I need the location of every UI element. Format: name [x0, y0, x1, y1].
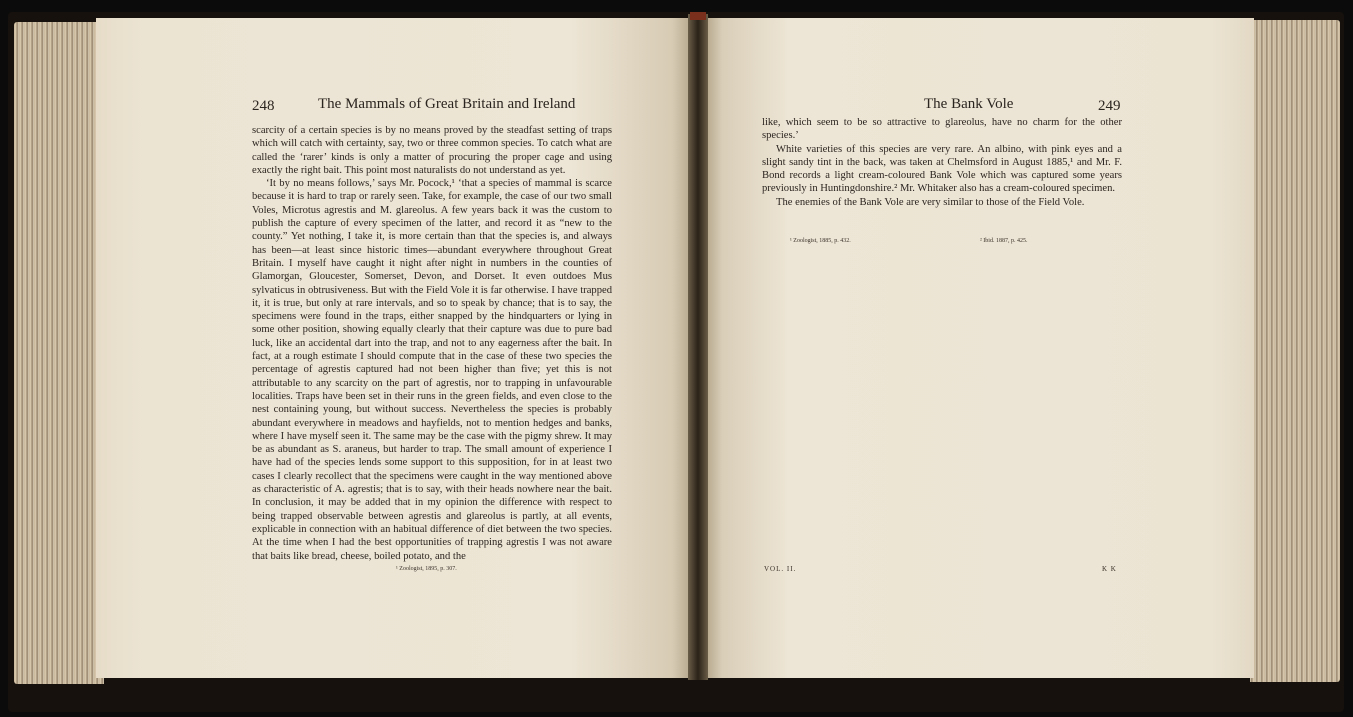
paragraph: like, which seem to be so attractive to glareolus, have no charm for the other species.’ [762, 117, 1122, 142]
paragraph: scarcity of a certain species is by no means proved by the steadfast setting of traps which will catch with certainty, say, two or three common species. To catch what are called the ‘rarer’ kinds is only a matter of procuring the proper cage and using exactly the right bait. This point most naturalists do not understand as yet. [252, 125, 612, 176]
paragraph: White varieties of this species are very rare. An albino, with pink eyes and a slight sandy tint in the back, was taken at Chelmsford in August 1885,¹ and Mr. F. Bond records a light cream-coloured Bank Vole which was captured some years previously in Huntingdonshire.² Mr. Whitaker also has a cream-coloured specimen. [762, 143, 1122, 195]
paragraph: The enemies of the Bank Vole are very similar to those of the Field Vole. [776, 196, 1085, 208]
right-page-edges [1250, 20, 1340, 682]
gathering-signature: K K [1102, 565, 1117, 573]
left-page-edges [14, 22, 104, 684]
left-running-head: The Mammals of Great Britain and Ireland [318, 96, 576, 112]
right-footnote-1: ¹ Zoologist, 1885, p. 432. [790, 238, 851, 244]
paragraph: ‘It by no means follows,’ says Mr. Pocock,¹ ‘that a species of mammal is scarce because it is hard to trap or rarely seen. Take, for example, the case of our two small Voles, Microtus agrestis and M. glareolus. A few years back it was the custom to publish the capture of every specimen of the latter, and record it as “new to the county.” Yet nothing, I take it, is more certain than that the species is, and always has been—at least since historic times—abundant everywhere throughout Great Britain. I myself have caught it night after night in numbers in the counties of Glamorgan, Gloucester, Somerset, Devon, and Dorset. It even outdoes Mus sylvaticus in obtrusiveness. But with the Field Vole it is far otherwise. I have trapped it, it is true, but only at rare intervals, and so to speak by chance; that is to say, the specimens were found in the traps, either snapped by the hindquarters or lying in some other position, showing equally clearly that their capture was due to pure bad luck, like an accidental dart into the trap, and not to any eagerness after the bait. In fact, at a rough estimate I should compute that in the case of these two species the percentage of agrestis captured had not been higher than five; yet this is not attributable to any scarcity on the part of agrestis, nor to trapping in unfavourable localities. Traps have been set in their runs in the green fields, and even close to the nest containing young, but without success. Nevertheless the species is probably abundant everywhere in meadows and hayfields, not to mention hedges and banks, where I have myself seen it. The same may be the case with the pigmy shrew. It may be as abundant as S. araneus, but harder to trap. The small amount of experience I have had of the species lends some support to this supposition, for in at least two cases I clearly recollect that the specimens were caught in the way mentioned above as characteristic of A. agrestis; that is to say, with their heads nowhere near the bait. In conclusion, it may be added that in my opinion the difference with respect to being trapped observable between agrestis and glareolus is partly, at all events, explicable in connection with an habitual difference of diet between the two species. At the time when I had the best opportunities of trapping agrestis I was not aware that baits like bread, cheese, boiled potato, and the [252, 178, 612, 562]
left-page-body [252, 124, 612, 563]
left-page-number: 248 [252, 98, 275, 114]
right-footnote-2: ² Ibid. 1887, p. 425. [980, 238, 1028, 244]
book-gutter [688, 14, 708, 680]
right-page-number: 249 [1098, 98, 1121, 114]
right-page-body [762, 116, 1122, 209]
headband [690, 12, 706, 20]
volume-signature: VOL. II. [764, 565, 797, 573]
right-running-head: The Bank Vole [924, 96, 1014, 112]
left-footnote: ¹ Zoologist, 1895, p. 307. [396, 566, 457, 572]
